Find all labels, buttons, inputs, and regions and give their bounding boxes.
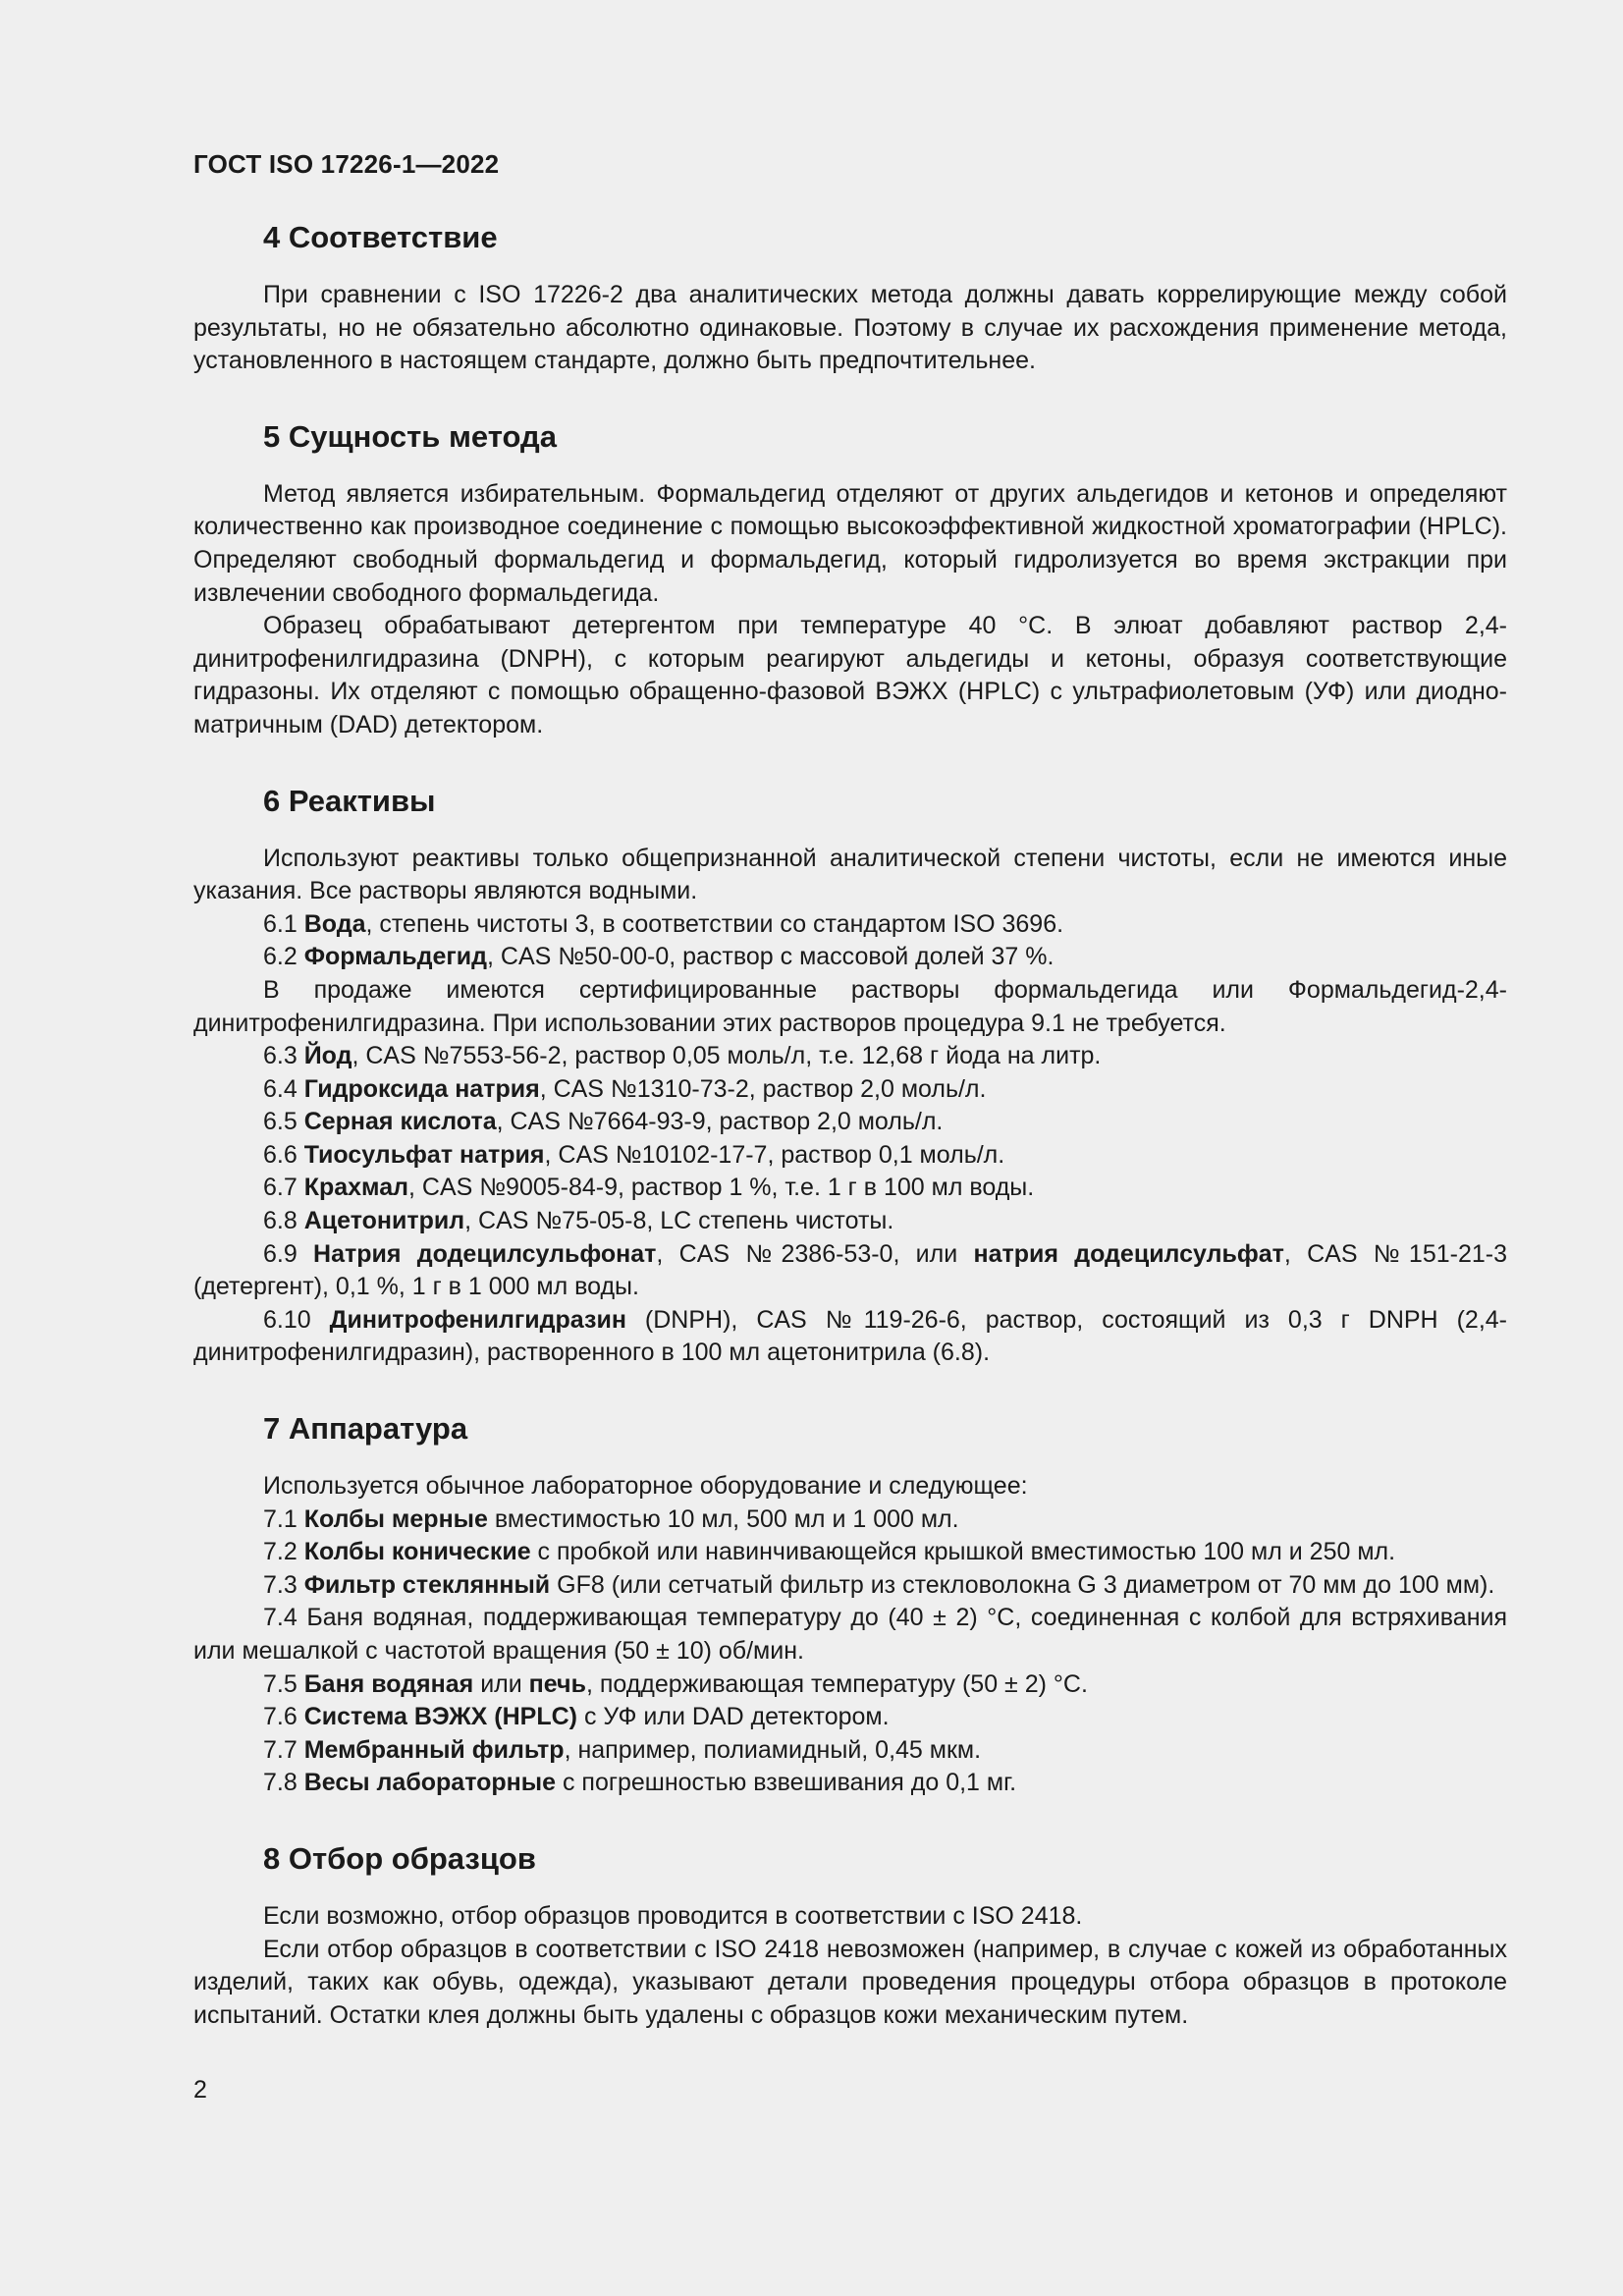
page-number: 2 [193, 2076, 207, 2104]
list-item: 6.2 Формальдегид, CAS №50-00-0, раствор с массовой долей 37 %. [263, 943, 1055, 971]
list-item: 6.7 Крахмал, CAS №9005-84-9, раствор 1 %, т.е. 1 г в 100 мл воды. [263, 1174, 1035, 1202]
list-item: 6.9 Натрия додецилсульфонат, CAS №2386-53-0, или натрия додецилсульфат, CAS №151-21-3 (детергент), 0,1 %, 1 г в 1 000 мл воды. [193, 1239, 1508, 1301]
list-item: 7.3 Фильтр стеклянный GF8 (или сетчатый фильтр из стекловолокна G 3 диаметром от 70 мм до 100 мм). [263, 1570, 1495, 1599]
list-item: 7.2 Колбы конические с пробкой или навинчивающейся крышкой вместимостью 100 мл и 250 мл. [263, 1538, 1396, 1566]
section-title: 5 Сущность метода [263, 418, 557, 454]
list-item: 7.8 Весы лабораторные с погрешностью взвешивания до 0,1 мг. [263, 1769, 1017, 1797]
section-title: 7 Аппаратура [263, 1411, 468, 1447]
list-item: 7.4 Баня водяная, поддерживающая температуру до (40 ± 2) °С, соединенная с колбой для встряхивания или мешалкой с частотой вращения (50 ± 10) об/мин. [193, 1604, 1507, 1665]
list-item: 7.6 Система ВЭЖХ (HPLC) с УФ или DAD детектором. [263, 1703, 890, 1731]
list-item: 6.5 Серная кислота, CAS №7664-93-9, раствор 2,0 моль/л. [263, 1108, 944, 1136]
paragraph: Метод является избирательным. Формальдегид отделяют от других альдегидов и кетонов и определяют количественно как производное соединение с помощью высокоэффективной жидкостной хроматографии (HPLC). Определяют свободный формальдегид и формальдегид, который гидролизуется во время экстракции при извлечении свободного формальдегида. [193, 479, 1507, 607]
paragraph: При сравнении с ISO 17226-2 два аналитических метода должны давать коррелирующие между собой результаты, но не обязательно абсолютно одинаковые. Поэтому в случае их расхождения применение метода, установленного в настоящем стандарте, должно быть предпочтительнее. [193, 281, 1507, 375]
list-item: 6.1 Вода, степень чистоты 3, в соответствии со стандартом ISO 3696. [263, 909, 1064, 938]
section-title: 6 Реактивы [263, 783, 436, 818]
list-item: 6.10 Динитрофенилгидразин (DNPH), CAS №119-26-6, раствор, состоящий из 0,3 г DNPH (2,4-динитрофенилгидразин), растворенного в 100 мл ацетонитрила (6.8). [193, 1305, 1508, 1367]
list-item: 7.1 Колбы мерные вместимостью 10 мл, 500 мл и 1 000 мл. [263, 1504, 959, 1533]
list-item: 7.7 Мембранный фильтр, например, полиамидный, 0,45 мкм. [263, 1735, 982, 1764]
paragraph: Если отбор образцов в соответствии с ISO 2418 невозможен (например, в случае с кожей из обработанных изделий, таких как обувь, одежда), указывают детали проведения процедуры отбора образцов в протоколе испытаний. Остатки клея должны быть удалены с образцов кожи механическим путем. [193, 1935, 1507, 2029]
page-content [193, 218, 1507, 2071]
list-item: 7.5 Баня водяная или печь, поддерживающая температуру (50 ± 2) °С. [263, 1669, 1088, 1698]
section-title: 8 Отбор образцов [263, 1840, 536, 1876]
section-6 [193, 782, 1507, 1371]
section-7 [193, 1409, 1507, 1800]
paragraph: Используют реактивы только общепризнанной аналитической степени чистоты, если не имеются иные указания. Все растворы являются водными. [193, 844, 1507, 905]
note-paragraph: В продаже имеются сертифицированные растворы формальдегида или Формальдегид-2,4-динитрофенилгидразина. При использовании этих растворов процедура 9.1 не требуется. [193, 975, 1507, 1037]
section-title: 4 Соответствие [263, 220, 498, 254]
paragraph: Если возможно, отбор образцов проводится в соответствии с ISO 2418. [263, 1901, 1083, 1930]
section-4 [193, 218, 1507, 378]
list-item: 6.6 Тиосульфат натрия, CAS №10102-17-7, раствор 0,1 моль/л. [263, 1140, 1005, 1169]
paragraph: Образец обрабатывают детергентом при температуре 40 °С. В элюат добавляют раствор 2,4-динитрофенилгидразина (DNPH), с которым реагируют альдегиды и кетоны, образуя соответствующие гидразоны. Их отделяют с помощью обращенно-фазовой ВЭЖХ (HPLC) с ультрафиолетовым (УФ) или диодно-матричным (DAD) детектором. [193, 612, 1507, 738]
list-item: 6.3 Йод, CAS №7553-56-2, раствор 0,05 моль/л, т.е. 12,68 г йода на литр. [263, 1042, 1102, 1070]
section-5 [193, 417, 1507, 742]
paragraph: Используется обычное лабораторное оборудование и следующее: [263, 1472, 1028, 1501]
list-item: 6.4 Гидроксида натрия, CAS №1310-73-2, раствор 2,0 моль/л. [263, 1074, 987, 1103]
list-item: 6.8 Ацетонитрил, CAS №75-05-8, LC степень чистоты. [263, 1207, 894, 1235]
standard-code-header: ГОСТ ISO 17226-1—2022 [193, 149, 500, 179]
section-8 [193, 1839, 1507, 2032]
